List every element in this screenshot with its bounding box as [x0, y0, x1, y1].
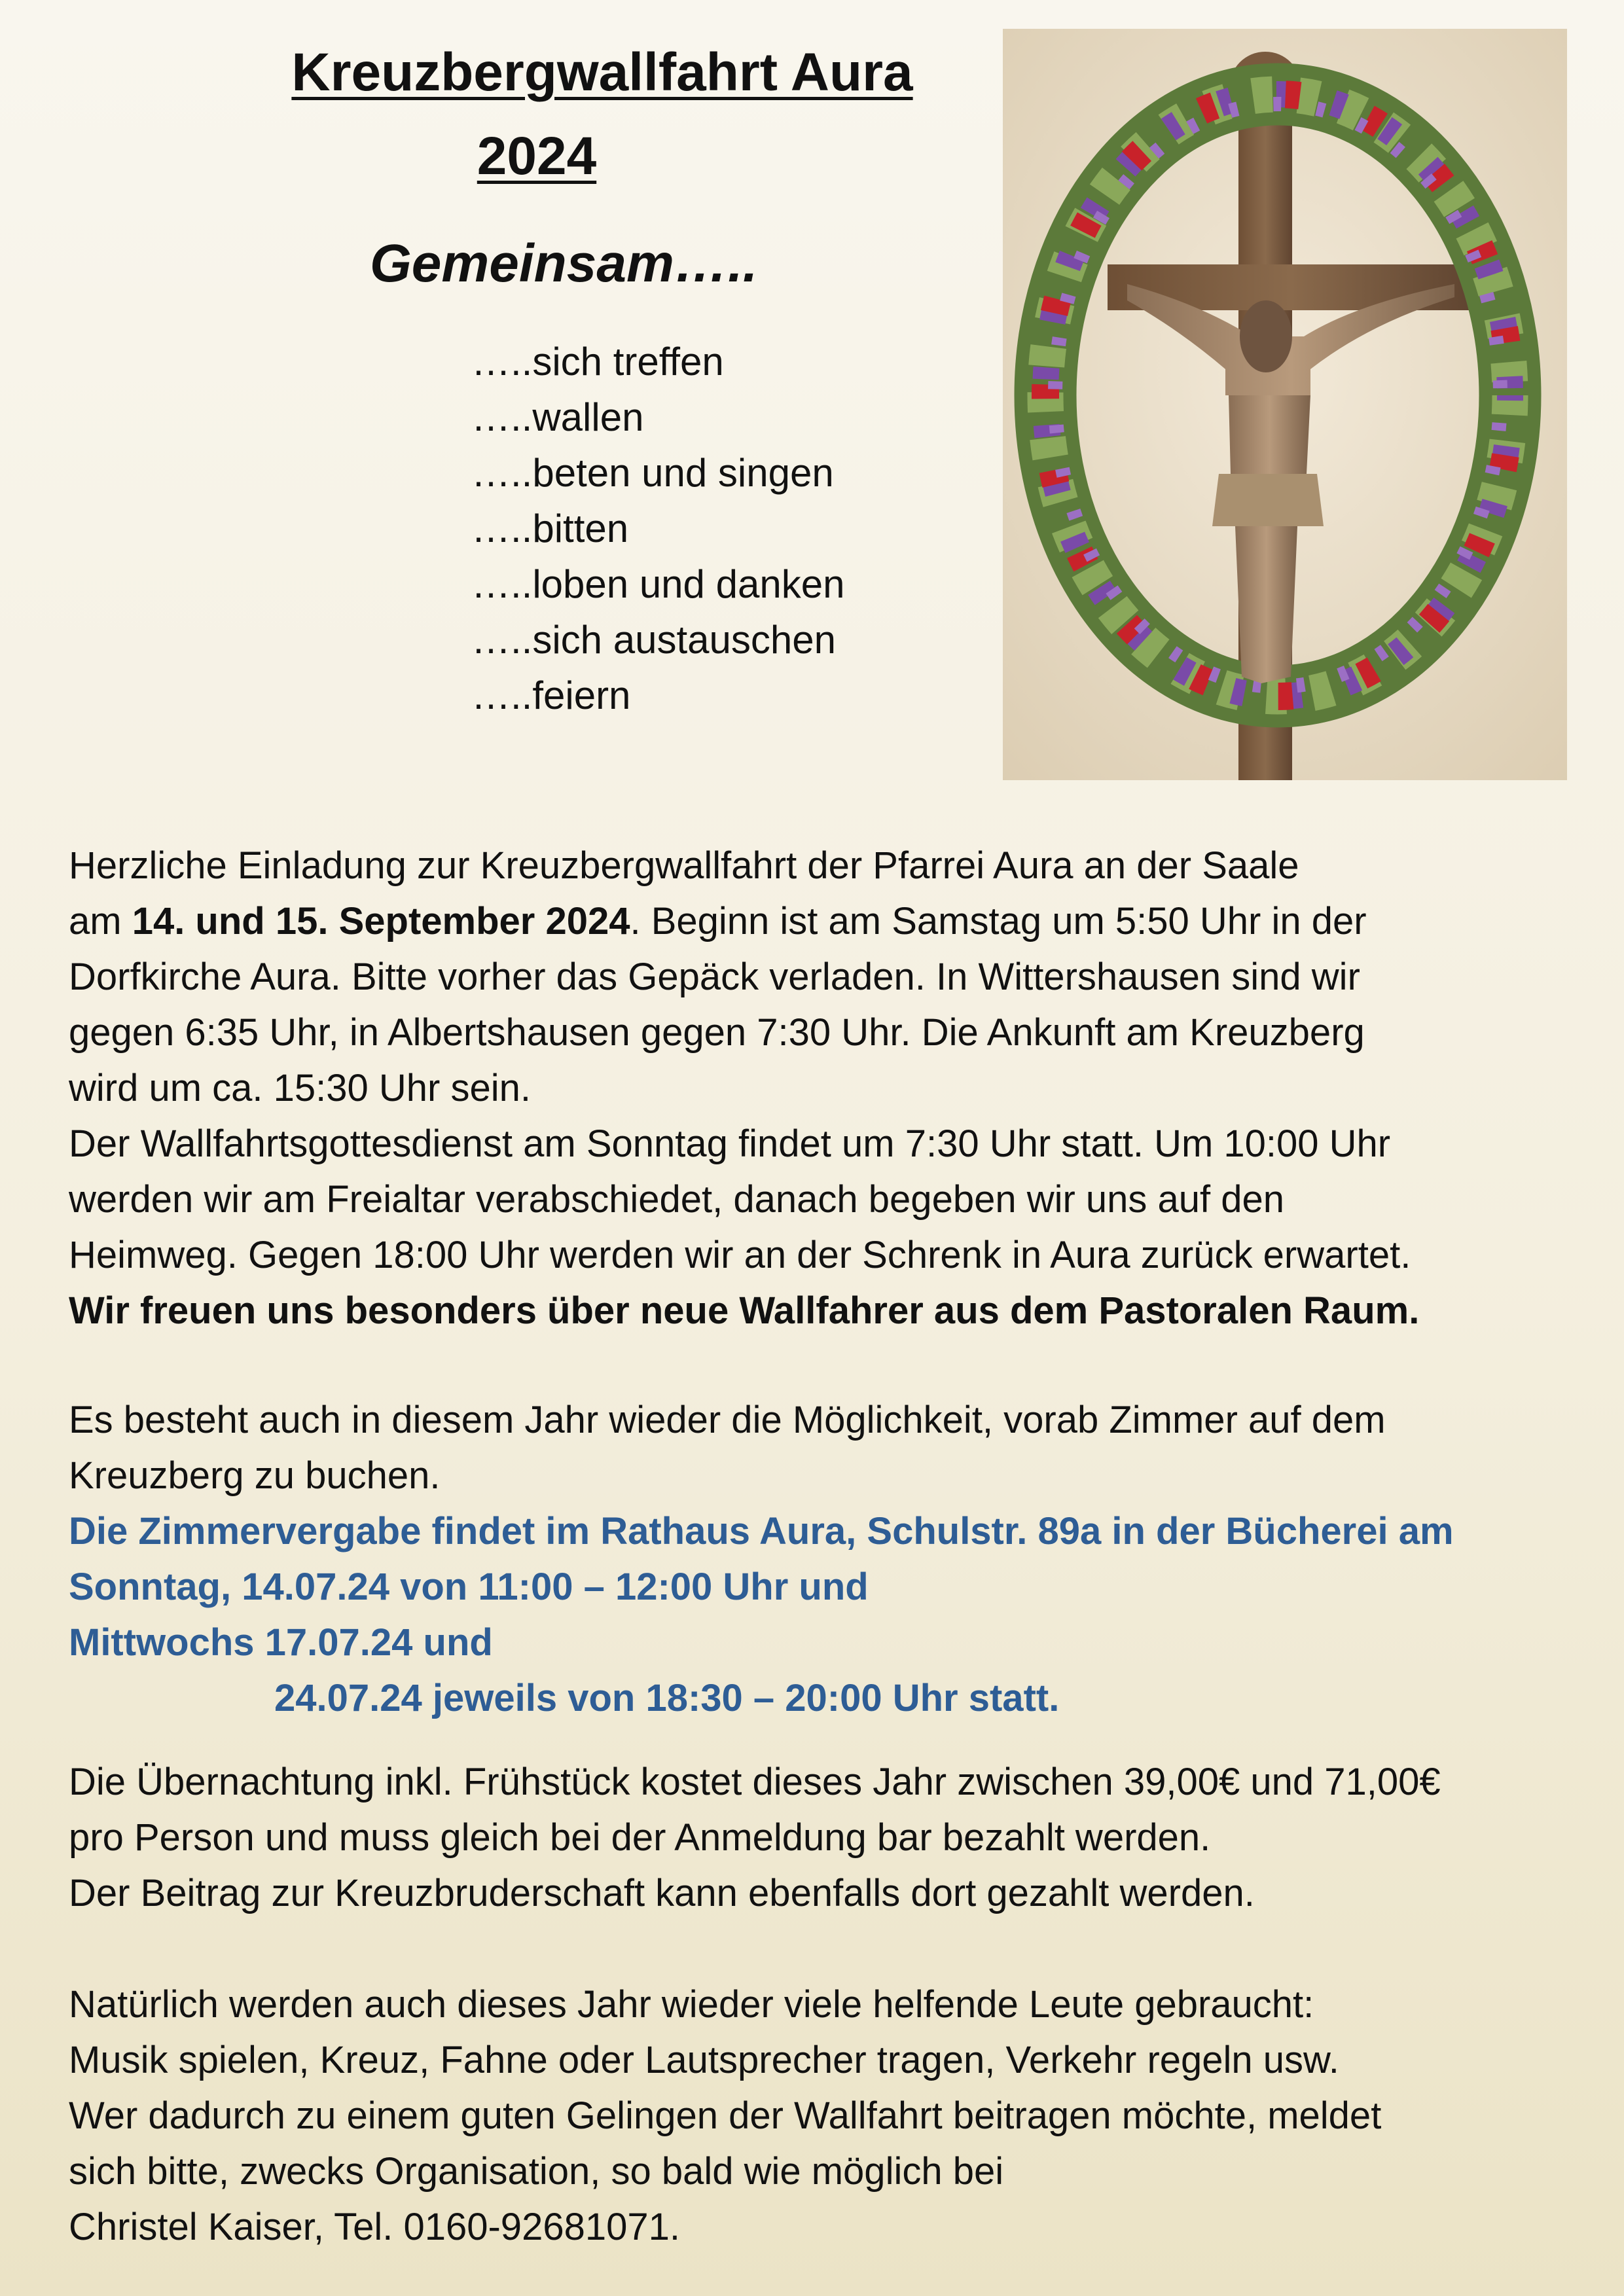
room-booking-info: Sonntag, 14.07.24 von 11:00 – 12:00 Uhr und: [69, 1566, 869, 1608]
contact-info: Christel Kaiser, Tel. 0160-92681071.: [69, 2206, 680, 2248]
text-line: Der Beitrag zur Kreuzbruderschaft kann ebenfalls dort gezahlt werden.: [69, 1872, 1255, 1914]
text-line: wird um ca. 15:30 Uhr sein.: [69, 1067, 531, 1109]
room-booking-info: Mittwochs 17.07.24 und: [69, 1621, 493, 1664]
text-line: Die Übernachtung inkl. Frühstück kostet dieses Jahr zwischen 39,00€ und 71,00€: [69, 1761, 1441, 1803]
list-item: …..feiern: [471, 673, 631, 717]
list-item: …..wallen: [471, 395, 644, 439]
title-line-1: Kreuzbergwallfahrt Aura: [291, 43, 913, 102]
text-line: Der Wallfahrtsgottesdienst am Sonntag findet um 7:30 Uhr statt. Um 10:00 Uhr: [69, 1122, 1391, 1165]
rooms-paragraph: [69, 1392, 1574, 1726]
text-line: Herzliche Einladung zur Kreuzbergwallfahrt der Pfarrei Aura an der Saale: [69, 844, 1299, 887]
text-line: pro Person und muss gleich bei der Anmeldung bar bezahlt werden.: [69, 1816, 1211, 1859]
helpers-paragraph: [69, 1977, 1574, 2255]
text-line: sich bitte, zwecks Organisation, so bald wie möglich bei: [69, 2150, 1004, 2193]
text-line: gegen 6:35 Uhr, in Albertshausen gegen 7:30 Uhr. Die Ankunft am Kreuzberg: [69, 1011, 1365, 1054]
text-line: Musik spielen, Kreuz, Fahne oder Lautsprecher tragen, Verkehr regeln usw.: [69, 2039, 1339, 2081]
text-line: [69, 893, 1574, 949]
costs-paragraph: [69, 1754, 1574, 1921]
welcome-note: Wir freuen uns besonders über neue Wallfahrer aus dem Pastoralen Raum.: [69, 1289, 1420, 1332]
text-line: Wer dadurch zu einem guten Gelingen der Wallfahrt beitragen möchte, meldet: [69, 2094, 1382, 2137]
event-date: 14. und 15. September 2024: [132, 900, 630, 942]
crucifix-image: [1003, 29, 1567, 780]
subtitle: Gemeinsam…..: [370, 234, 758, 293]
text-line: Es besteht auch in diesem Jahr wieder die Möglichkeit, vorab Zimmer auf dem: [69, 1399, 1386, 1441]
text-line: Dorfkirche Aura. Bitte vorher das Gepäck verladen. In Wittershausen sind wir: [69, 956, 1360, 998]
list-item: …..sich austauschen: [471, 618, 836, 662]
text-line: Heimweg. Gegen 18:00 Uhr werden wir an der Schrenk in Aura zurück erwartet.: [69, 1234, 1411, 1276]
title-line-2: 2024: [477, 126, 597, 186]
list-item: …..bitten: [471, 507, 629, 550]
room-booking-info: 24.07.24 jeweils von 18:30 – 20:00 Uhr statt.: [274, 1677, 1060, 1719]
list-item: …..beten und singen: [471, 451, 834, 495]
crucifix-photo: [1003, 29, 1567, 780]
text-line: Natürlich werden auch dieses Jahr wieder viele helfende Leute gebraucht:: [69, 1983, 1314, 2026]
invitation-paragraph: [69, 838, 1574, 1338]
activity-list: [471, 334, 844, 723]
room-booking-info: Die Zimmervergabe findet im Rathaus Aura, Schulstr. 89a in der Bücherei am: [69, 1510, 1454, 1552]
text-line: werden wir am Freialtar verabschiedet, danach begeben wir uns auf den: [69, 1178, 1285, 1221]
list-item: …..loben und danken: [471, 562, 845, 606]
text-fragment: am: [69, 900, 132, 942]
text-fragment: . Beginn ist am Samstag um 5:50 Uhr in der: [630, 900, 1367, 942]
list-item: …..sich treffen: [471, 340, 724, 384]
text-line: Kreuzberg zu buchen.: [69, 1454, 441, 1497]
